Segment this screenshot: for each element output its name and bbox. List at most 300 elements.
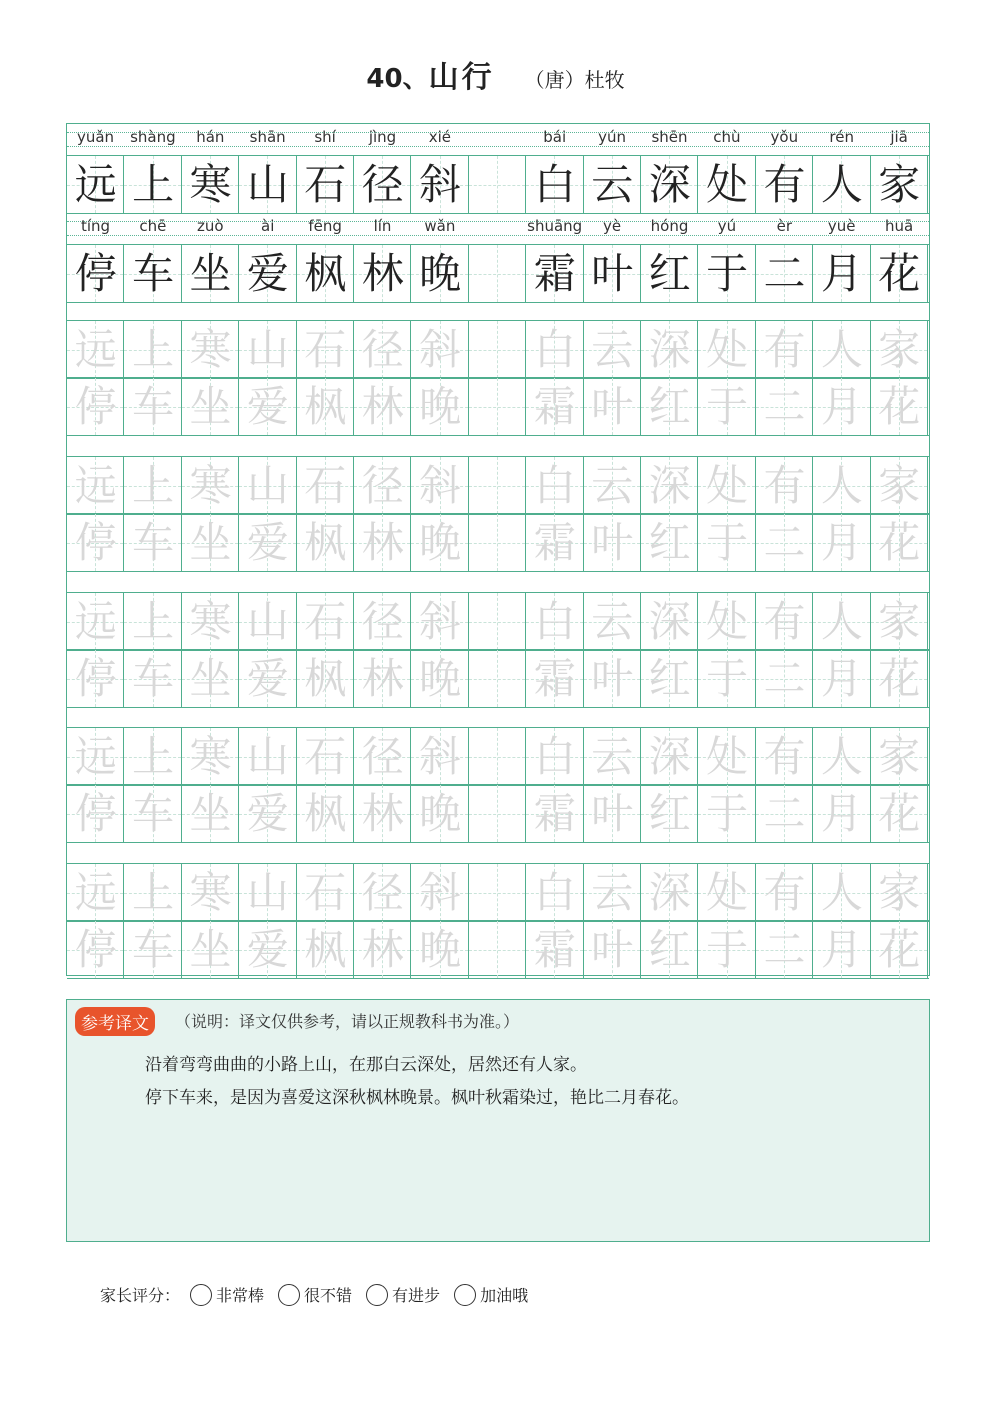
trace-character: 二: [763, 382, 806, 431]
trace-cell[interactable]: [124, 921, 181, 978]
trace-cell[interactable]: [526, 321, 583, 378]
trace-cell[interactable]: [182, 378, 239, 435]
trace-character: 深: [648, 732, 691, 781]
trace-character: 家: [878, 732, 921, 781]
trace-character: 处: [706, 868, 749, 917]
model-character: 径: [361, 160, 404, 209]
char-cell: [411, 156, 468, 213]
translation-box: [66, 999, 930, 1242]
trace-cell[interactable]: [239, 514, 296, 571]
trace-character: 山: [246, 325, 289, 374]
trace-cell[interactable]: [469, 921, 526, 978]
model-character: 处: [706, 160, 749, 209]
rating-option-3: 有进步: [392, 1286, 441, 1305]
pinyin-syllable: shí: [314, 128, 336, 146]
pinyin-syllable: yuǎn: [76, 128, 115, 146]
trace-cell[interactable]: [469, 728, 526, 785]
trace-cell[interactable]: [469, 864, 526, 921]
trace-cell[interactable]: [411, 321, 468, 378]
trace-cell[interactable]: [756, 514, 813, 571]
char-cell: [871, 245, 928, 302]
trace-character: 深: [648, 597, 691, 646]
trace-character: 爱: [246, 789, 289, 838]
trace-cell[interactable]: [813, 921, 870, 978]
trace-cell[interactable]: [411, 728, 468, 785]
trace-cell[interactable]: [67, 785, 124, 842]
model-character: 霜: [533, 249, 576, 298]
trace-cell[interactable]: [182, 728, 239, 785]
trace-character: 白: [533, 325, 576, 374]
trace-cell[interactable]: [354, 593, 411, 650]
pinyin-syllable: xié: [428, 128, 452, 146]
trace-character: 有: [763, 868, 806, 917]
model-character: 有: [763, 160, 806, 209]
trace-cell[interactable]: [871, 785, 928, 842]
trace-cell[interactable]: [641, 785, 698, 842]
trace-cell[interactable]: [526, 650, 583, 707]
trace-character: 上: [132, 325, 175, 374]
char-cell: [756, 156, 813, 213]
trace-character: 坐: [189, 654, 232, 703]
trace-character: 斜: [419, 732, 462, 781]
char-cell: [469, 245, 526, 302]
trace-cell[interactable]: [641, 650, 698, 707]
trace-character: 于: [706, 654, 749, 703]
trace-cell[interactable]: [698, 864, 755, 921]
pinyin-syllable: bái: [543, 128, 567, 146]
page-title: [0, 52, 991, 96]
trace-character: 爱: [246, 518, 289, 567]
trace-cell[interactable]: [239, 457, 296, 514]
trace-character: 石: [304, 597, 347, 646]
trace-character: 径: [361, 325, 404, 374]
trace-cell[interactable]: [756, 593, 813, 650]
trace-cell[interactable]: [641, 593, 698, 650]
model-character: 斜: [419, 160, 462, 209]
trace-cell[interactable]: [67, 864, 124, 921]
trace-cell[interactable]: [411, 378, 468, 435]
rating-radio-2[interactable]: [278, 1284, 300, 1306]
trace-cell[interactable]: [124, 728, 181, 785]
trace-cell[interactable]: [526, 728, 583, 785]
trace-cell[interactable]: [584, 728, 641, 785]
trace-cell[interactable]: [756, 378, 813, 435]
author-name: 杜牧: [584, 68, 625, 92]
trace-cell[interactable]: [469, 650, 526, 707]
model-char-row: [67, 155, 929, 214]
trace-cell[interactable]: [469, 593, 526, 650]
trace-cell[interactable]: [124, 864, 181, 921]
trace-cell[interactable]: [813, 378, 870, 435]
trace-character: 处: [706, 732, 749, 781]
trace-cell[interactable]: [871, 864, 928, 921]
trace-character: 远: [74, 325, 117, 374]
trace-cell[interactable]: [239, 593, 296, 650]
trace-cell[interactable]: [124, 514, 181, 571]
trace-cell[interactable]: [411, 593, 468, 650]
trace-character: [469, 728, 526, 785]
trace-cell[interactable]: [354, 514, 411, 571]
trace-cell[interactable]: [297, 650, 354, 707]
trace-cell[interactable]: [698, 921, 755, 978]
trace-cell[interactable]: [411, 514, 468, 571]
trace-cell[interactable]: [411, 864, 468, 921]
rating-option-1: 非常棒: [216, 1286, 265, 1305]
pinyin-syllable: huā: [884, 217, 914, 235]
pinyin-syllable: rén: [829, 128, 854, 146]
trace-cell[interactable]: [526, 457, 583, 514]
trace-character: 上: [132, 597, 175, 646]
trace-cell[interactable]: [813, 593, 870, 650]
trace-character: 晚: [419, 654, 462, 703]
trace-cell[interactable]: [584, 593, 641, 650]
trace-row: [67, 320, 929, 379]
trace-character: [469, 593, 526, 650]
trace-character: 红: [648, 382, 691, 431]
char-cell: [813, 245, 870, 302]
trace-character: 上: [132, 732, 175, 781]
trace-character: 霜: [533, 925, 576, 974]
trace-cell[interactable]: [584, 785, 641, 842]
trace-character: 于: [706, 925, 749, 974]
trace-character: 林: [361, 382, 404, 431]
trace-cell[interactable]: [67, 457, 124, 514]
trace-character: 月: [820, 654, 863, 703]
trace-cell[interactable]: [297, 378, 354, 435]
trace-cell[interactable]: [871, 650, 928, 707]
trace-character: 二: [763, 518, 806, 567]
translation-line-1: 沿着弯弯曲曲的小路上山，在那白云深处，居然还有人家。: [145, 1055, 587, 1075]
trace-cell[interactable]: [526, 785, 583, 842]
model-character: 白: [533, 160, 576, 209]
trace-cell[interactable]: [67, 728, 124, 785]
trace-cell[interactable]: [756, 650, 813, 707]
trace-character: 月: [820, 789, 863, 838]
trace-cell[interactable]: [354, 728, 411, 785]
trace-cell[interactable]: [584, 457, 641, 514]
trace-cell[interactable]: [239, 864, 296, 921]
trace-cell[interactable]: [871, 593, 928, 650]
trace-cell[interactable]: [526, 921, 583, 978]
trace-cell[interactable]: [584, 514, 641, 571]
rating-label: 家长评分：: [100, 1286, 181, 1305]
trace-character: 二: [763, 789, 806, 838]
trace-cell[interactable]: [584, 864, 641, 921]
char-cell: [297, 156, 354, 213]
trace-character: [469, 457, 526, 514]
trace-cell[interactable]: [698, 785, 755, 842]
trace-cell[interactable]: [67, 378, 124, 435]
pinyin-syllable: tíng: [80, 217, 111, 235]
trace-cell[interactable]: [354, 378, 411, 435]
trace-cell[interactable]: [297, 864, 354, 921]
trace-cell[interactable]: [124, 378, 181, 435]
trace-cell[interactable]: [526, 378, 583, 435]
trace-cell[interactable]: [354, 864, 411, 921]
trace-cell[interactable]: [641, 378, 698, 435]
trace-cell[interactable]: [584, 921, 641, 978]
trace-cell[interactable]: [813, 321, 870, 378]
translation-line-2: 停下车来，是因为喜爱这深秋枫林晚景。枫叶秋霜染过，艳比二月春花。: [145, 1088, 689, 1108]
char-cell: [297, 245, 354, 302]
trace-character: 石: [304, 461, 347, 510]
trace-cell[interactable]: [297, 457, 354, 514]
trace-cell[interactable]: [756, 457, 813, 514]
trace-cell[interactable]: [813, 457, 870, 514]
trace-cell[interactable]: [182, 593, 239, 650]
pinyin-syllable: yè: [603, 217, 622, 235]
rating-radio-3[interactable]: [366, 1284, 388, 1306]
pinyin-syllable: wǎn: [424, 217, 456, 235]
trace-cell[interactable]: [756, 921, 813, 978]
char-cell: [182, 245, 239, 302]
trace-cell[interactable]: [584, 321, 641, 378]
trace-cell[interactable]: [182, 921, 239, 978]
char-cell: [354, 156, 411, 213]
trace-cell[interactable]: [354, 921, 411, 978]
trace-character: 有: [763, 732, 806, 781]
trace-cell[interactable]: [641, 864, 698, 921]
trace-character: 花: [878, 654, 921, 703]
trace-character: 寒: [189, 597, 232, 646]
pinyin-syllable: fēng: [308, 217, 342, 235]
trace-character: 叶: [591, 382, 634, 431]
trace-cell[interactable]: [297, 593, 354, 650]
trace-cell[interactable]: [182, 864, 239, 921]
model-character: 二: [763, 249, 806, 298]
pinyin-syllable: yún: [598, 128, 627, 146]
trace-character: 坐: [189, 382, 232, 431]
trace-cell[interactable]: [67, 593, 124, 650]
trace-character: [469, 921, 526, 978]
poem-number: 40、: [366, 64, 429, 94]
trace-character: 斜: [419, 325, 462, 374]
trace-character: 人: [820, 597, 863, 646]
rating-radio-4[interactable]: [454, 1284, 476, 1306]
trace-cell[interactable]: [297, 514, 354, 571]
trace-character: 红: [648, 925, 691, 974]
dynasty: （唐）: [524, 68, 585, 92]
trace-cell[interactable]: [698, 378, 755, 435]
trace-character: 叶: [591, 789, 634, 838]
trace-cell[interactable]: [239, 321, 296, 378]
trace-row: [67, 863, 929, 922]
trace-cell[interactable]: [641, 321, 698, 378]
char-cell: [411, 245, 468, 302]
char-cell: [756, 245, 813, 302]
trace-cell[interactable]: [297, 785, 354, 842]
trace-cell[interactable]: [813, 514, 870, 571]
trace-character: 林: [361, 925, 404, 974]
trace-character: 云: [591, 325, 634, 374]
trace-character: 车: [132, 654, 175, 703]
guide-line: [67, 235, 929, 236]
trace-character: 处: [706, 325, 749, 374]
trace-cell[interactable]: [411, 921, 468, 978]
trace-character: 有: [763, 325, 806, 374]
trace-character: 有: [763, 461, 806, 510]
trace-character: 有: [763, 597, 806, 646]
trace-cell[interactable]: [469, 378, 526, 435]
trace-character: 坐: [189, 789, 232, 838]
trace-cell[interactable]: [526, 593, 583, 650]
trace-cell[interactable]: [871, 514, 928, 571]
trace-character: 车: [132, 518, 175, 567]
trace-cell[interactable]: [67, 514, 124, 571]
trace-character: 月: [820, 382, 863, 431]
trace-cell[interactable]: [641, 728, 698, 785]
trace-cell[interactable]: [871, 378, 928, 435]
rating-option-2: 很不错: [304, 1286, 353, 1305]
trace-character: 花: [878, 789, 921, 838]
trace-row: [67, 727, 929, 786]
parent-rating: [100, 1283, 532, 1306]
trace-character: 白: [533, 597, 576, 646]
trace-character: 车: [132, 789, 175, 838]
trace-cell[interactable]: [182, 785, 239, 842]
model-character: 坐: [189, 249, 232, 298]
pinyin-syllable: èr: [776, 217, 792, 235]
trace-character: 林: [361, 789, 404, 838]
trace-cell[interactable]: [698, 728, 755, 785]
trace-character: 枫: [304, 654, 347, 703]
model-character: 叶: [591, 249, 634, 298]
trace-cell[interactable]: [411, 457, 468, 514]
trace-cell[interactable]: [871, 921, 928, 978]
trace-cell[interactable]: [354, 321, 411, 378]
trace-cell[interactable]: [756, 785, 813, 842]
trace-cell[interactable]: [813, 864, 870, 921]
trace-character: [469, 864, 526, 921]
trace-cell[interactable]: [469, 321, 526, 378]
model-character: 花: [878, 249, 921, 298]
char-cell: [698, 156, 755, 213]
trace-cell[interactable]: [469, 514, 526, 571]
model-character: 晚: [419, 249, 462, 298]
trace-cell[interactable]: [756, 728, 813, 785]
trace-cell[interactable]: [871, 728, 928, 785]
trace-cell[interactable]: [67, 321, 124, 378]
trace-row: [67, 920, 929, 979]
trace-cell[interactable]: [239, 378, 296, 435]
trace-cell[interactable]: [124, 785, 181, 842]
trace-character: 处: [706, 461, 749, 510]
trace-character: [469, 378, 526, 435]
trace-cell[interactable]: [239, 921, 296, 978]
trace-cell[interactable]: [813, 650, 870, 707]
trace-character: 停: [74, 654, 117, 703]
trace-cell[interactable]: [354, 650, 411, 707]
trace-cell[interactable]: [526, 514, 583, 571]
trace-cell[interactable]: [182, 457, 239, 514]
trace-cell[interactable]: [469, 457, 526, 514]
trace-character: [469, 785, 526, 842]
trace-character: 坐: [189, 925, 232, 974]
trace-row: [67, 784, 929, 843]
char-cell: [641, 245, 698, 302]
model-character: 山: [246, 160, 289, 209]
model-character: 深: [648, 160, 691, 209]
trace-character: [469, 514, 526, 571]
trace-cell[interactable]: [297, 921, 354, 978]
trace-character: 寒: [189, 732, 232, 781]
trace-character: 径: [361, 597, 404, 646]
trace-cell[interactable]: [698, 650, 755, 707]
trace-cell[interactable]: [182, 650, 239, 707]
trace-cell[interactable]: [698, 321, 755, 378]
trace-cell[interactable]: [239, 785, 296, 842]
trace-cell[interactable]: [297, 728, 354, 785]
trace-cell[interactable]: [813, 728, 870, 785]
trace-character: 停: [74, 382, 117, 431]
trace-cell[interactable]: [641, 514, 698, 571]
trace-character: [469, 650, 526, 707]
trace-cell[interactable]: [469, 785, 526, 842]
trace-character: 人: [820, 325, 863, 374]
trace-cell[interactable]: [182, 321, 239, 378]
rating-radio-1[interactable]: [190, 1284, 212, 1306]
trace-cell[interactable]: [67, 921, 124, 978]
trace-cell[interactable]: [124, 457, 181, 514]
trace-cell[interactable]: [354, 457, 411, 514]
model-char-row: [67, 244, 929, 303]
trace-cell[interactable]: [756, 864, 813, 921]
char-cell: [124, 245, 181, 302]
trace-character: 叶: [591, 654, 634, 703]
trace-cell[interactable]: [124, 321, 181, 378]
trace-character: 云: [591, 597, 634, 646]
trace-cell[interactable]: [182, 514, 239, 571]
pinyin-syllable: yǒu: [770, 128, 799, 146]
trace-cell[interactable]: [67, 650, 124, 707]
trace-character: 停: [74, 518, 117, 567]
trace-cell[interactable]: [584, 650, 641, 707]
trace-cell[interactable]: [584, 378, 641, 435]
trace-cell[interactable]: [239, 650, 296, 707]
trace-cell[interactable]: [641, 457, 698, 514]
trace-cell[interactable]: [297, 321, 354, 378]
trace-cell[interactable]: [756, 321, 813, 378]
trace-cell[interactable]: [698, 593, 755, 650]
trace-character: 爱: [246, 654, 289, 703]
trace-cell[interactable]: [526, 864, 583, 921]
trace-character: 霜: [533, 382, 576, 431]
trace-cell[interactable]: [871, 321, 928, 378]
trace-cell[interactable]: [813, 785, 870, 842]
trace-cell[interactable]: [124, 593, 181, 650]
trace-character: 林: [361, 518, 404, 567]
trace-cell[interactable]: [354, 785, 411, 842]
translation-note: （说明：译文仅供参考，请以正规教科书为准。）: [175, 1012, 520, 1031]
practice-grid: [66, 123, 930, 976]
trace-character: 石: [304, 732, 347, 781]
model-character: 寒: [189, 160, 232, 209]
trace-character: 石: [304, 325, 347, 374]
trace-cell[interactable]: [871, 457, 928, 514]
pinyin-syllable: shān: [249, 128, 286, 146]
trace-cell[interactable]: [641, 921, 698, 978]
trace-cell[interactable]: [239, 728, 296, 785]
char-cell: [871, 156, 928, 213]
char-cell: [354, 245, 411, 302]
trace-cell[interactable]: [698, 514, 755, 571]
trace-character: 远: [74, 597, 117, 646]
trace-cell[interactable]: [411, 785, 468, 842]
trace-cell[interactable]: [698, 457, 755, 514]
trace-character: 枫: [304, 789, 347, 838]
trace-cell[interactable]: [411, 650, 468, 707]
trace-cell[interactable]: [124, 650, 181, 707]
